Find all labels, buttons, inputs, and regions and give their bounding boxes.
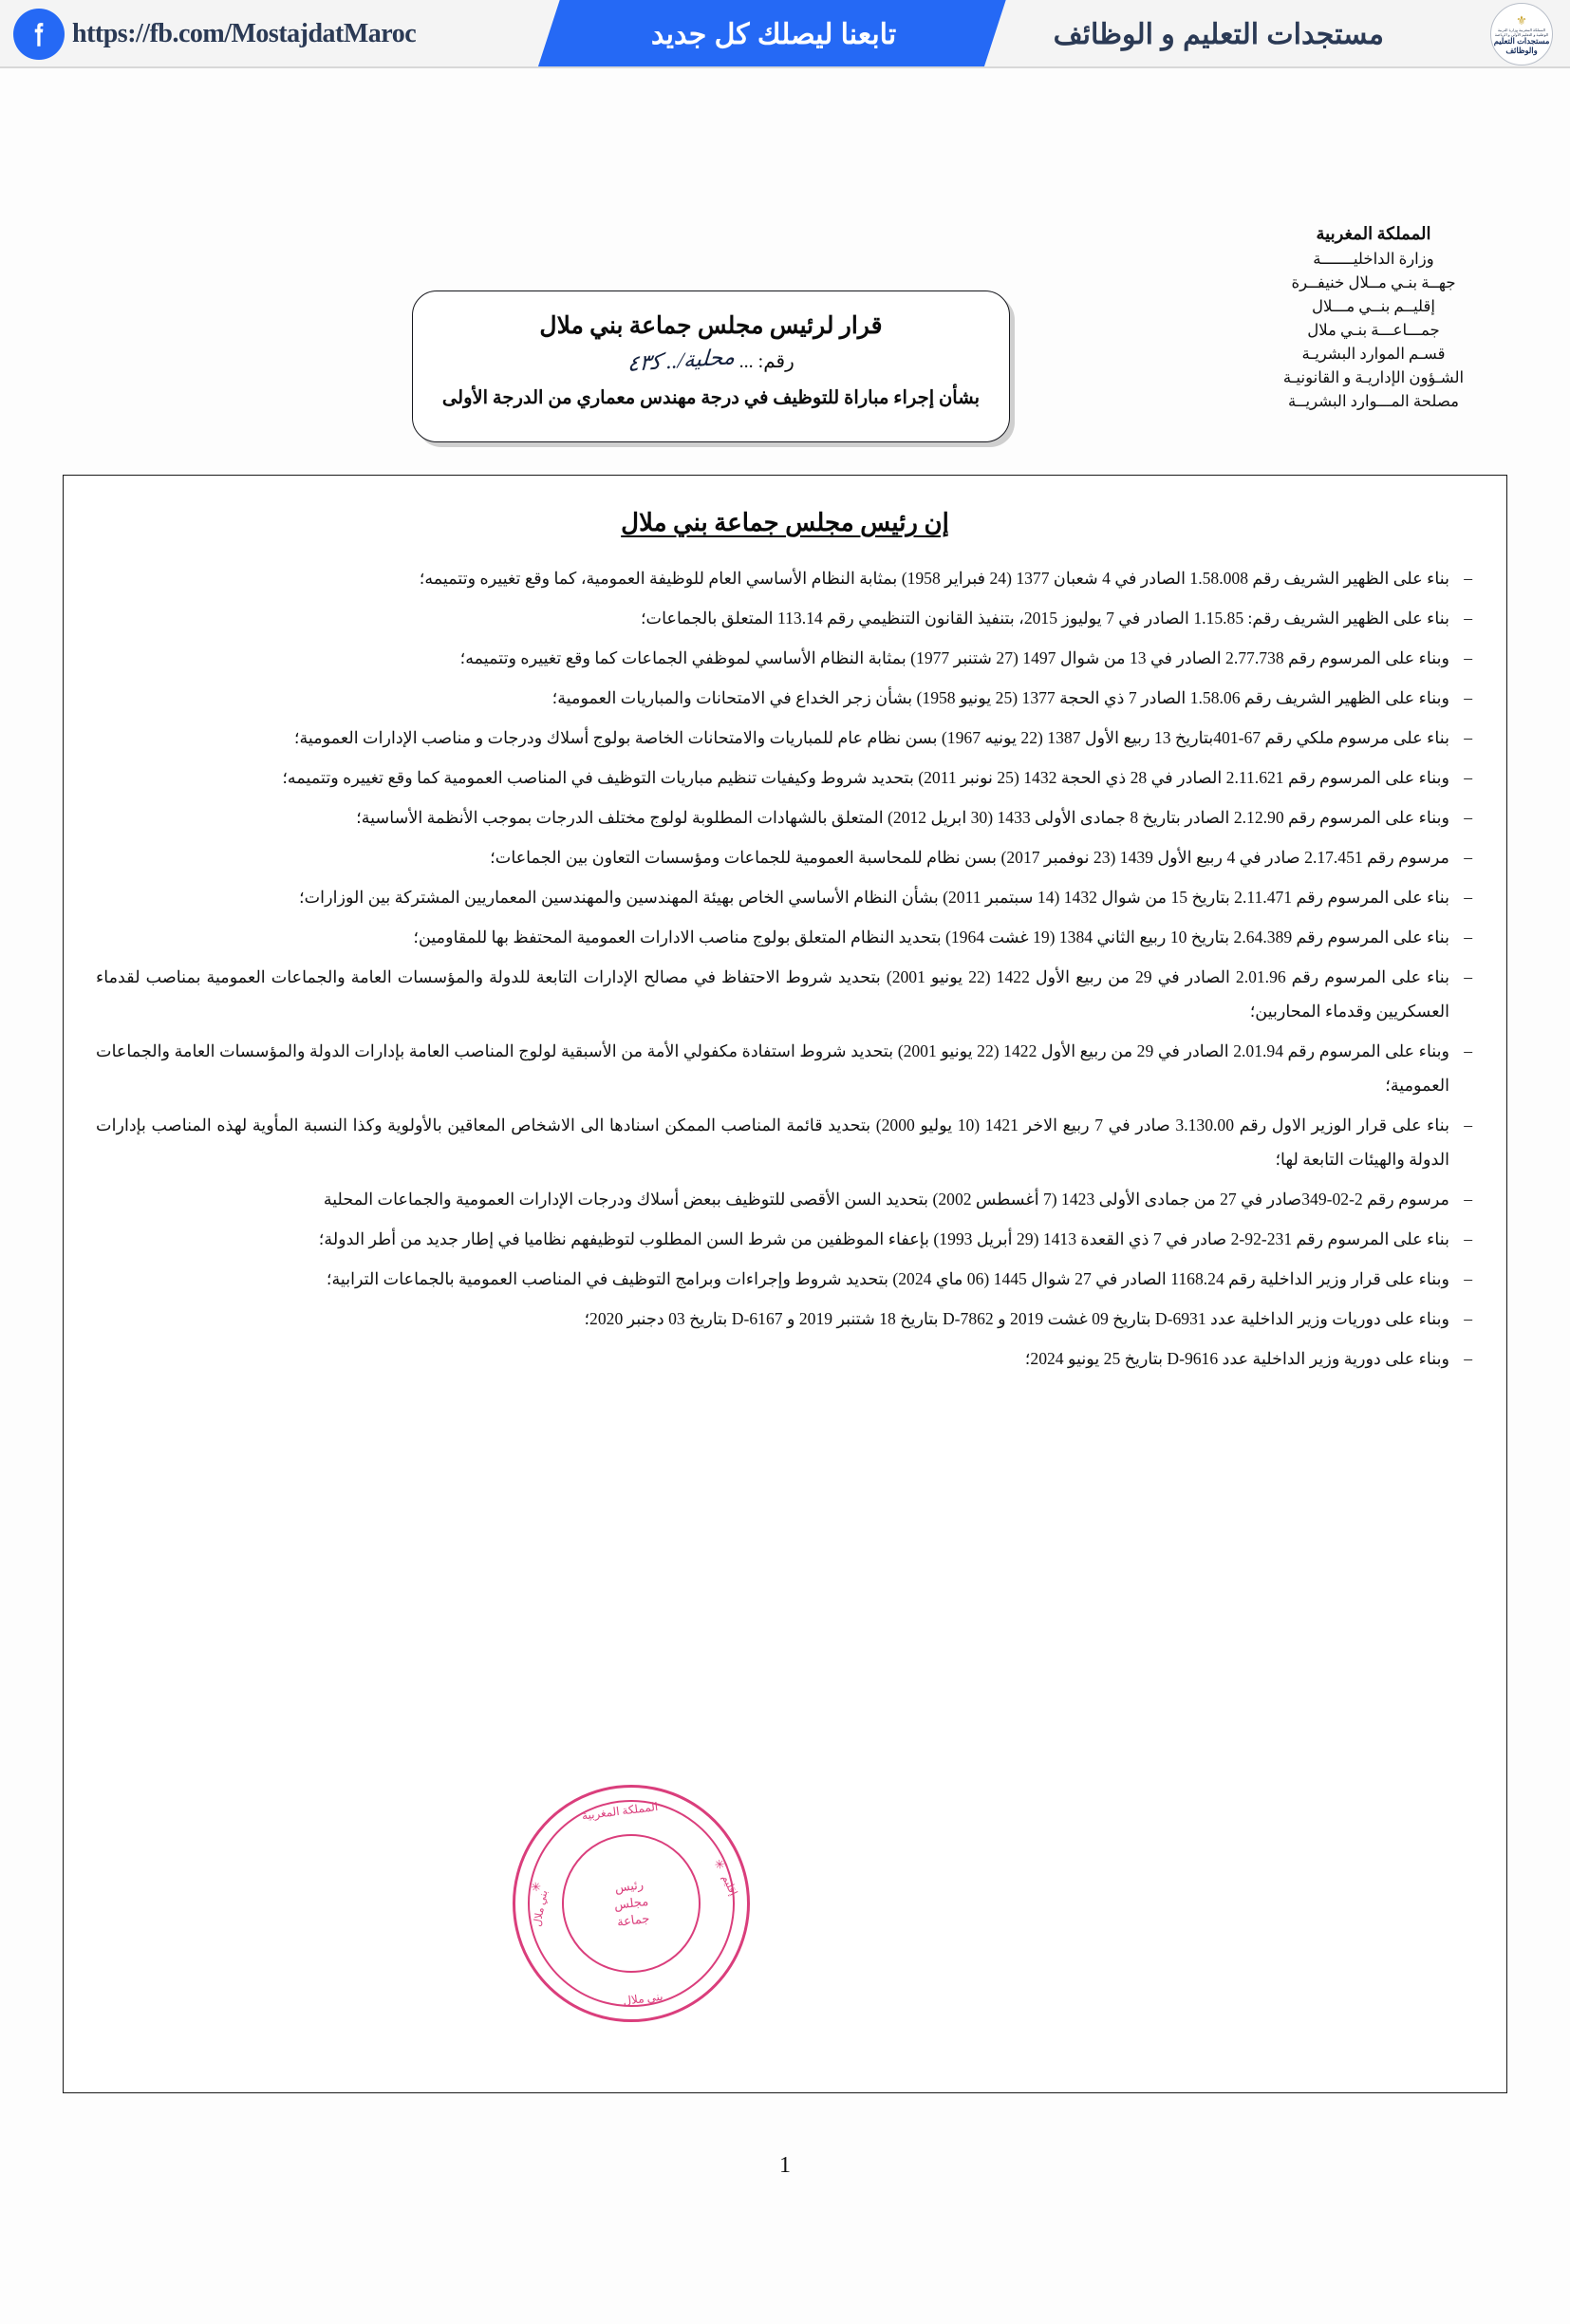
clause-item: – وبناء على قرار وزير الداخلية رقم 1168.24 الصادر في 27 شوال 1445 (06 ماي 2024) بتحديد شروط وإجراءات وبرامج التوظيف في المناصب العمومية بالجماعات الترابية؛ [96,1262,1474,1296]
clause-item: – وبناء على المرسوم رقم 2.77.738 الصادر في 13 من شوال 1497 (27 شتنبر 1977) بمثابة النظام الأساسي لموظفي الجماعات كما وقع تغييره وتتميمه؛ [96,641,1474,675]
letterhead-line-5: قسـم الموارد البشريـة [1301,345,1446,363]
clause-item: – مرسوم رقم 2.17.451 صادر في 4 ربيع الأول 1439 (23 نوفمبر 2017) بسن نظام للمحاسبة العمومية للجماعات ومؤسسات التعاون بين الجماعات؛ [96,840,1474,874]
decision-subject: بشأن إجراء مباراة للتوظيف في درجة مهندس معماري من الدرجة الأولى [441,388,981,408]
letterhead-line-4: جمـــاعـــة بنـي ملال [1307,321,1440,339]
stamp-center-line2: مجلس [613,1893,649,1913]
crest-icon: ⚜ [1516,12,1527,28]
stamp-center-line3: جماعة [616,1910,651,1929]
clause-item: – بناء على مرسوم ملكي رقم 67-401بتاريخ 13 ربيع الأول 1387 (22 يونيه 1967) بسن نظام عام للمباريات والامتحانات الخاصة بولوج أسلاك ودرجات و مناصب الإدارات العمومية؛ [96,721,1474,755]
letterhead-line-3: إقليــم بنــي مـــلال [1312,297,1435,315]
banner-follow-text: تابعنا ليصلك كل جديد [650,18,897,50]
decision-title: قرار لرئيس مجلس جماعة بني ملال [539,313,883,339]
clause-item: – وبناء على المرسوم رقم 2.11.621 الصادر في 28 ذي الحجة 1432 (25 نونبر 2011) بتحديد شروط وكيفيات تنظيم مباريات التوظيف في المناصب العمومية كما وقع تغييره وتتميمه؛ [96,760,1474,795]
banner-brand-text: مستجدات التعليم و الوظائف [1053,18,1384,50]
clause-item: – وبناء على المرسوم رقم 2.01.94 الصادر في 29 من ربيع الأول 1422 (22 يونيو 2001) بتحديد شروط استفادة مكفولي الأمة من الأسبقية لولوج المناصب العامة بإدارات الدولة والمؤسسات العامة والجماعات العمومية؛ [96,1034,1474,1102]
letterhead-line-7: مصلحة المـــوارد البشريــة [1288,392,1459,410]
decision-number-handwritten: ﻣﺤﻠﻴﺔ/.. ﻛ٤٣ [626,344,737,377]
letterhead-line-2: جهــة بنـي مــلال خنيفــرة [1291,273,1456,291]
clause-item: – وبناء على دوريات وزير الداخلية عدد D-6931 بتاريخ 09 غشت 2019 و D-7862 بتاريخ 18 شتنبر 2019 و D-6167 بتاريخ 03 دجنبر 2020؛ [96,1302,1474,1336]
letterhead-line-1: وزارة الداخليـــــــة [1313,250,1434,268]
brand-logo [1490,3,1553,66]
letterhead-line-6: الشـؤون الإداريـة و القانونيـة [1282,368,1465,386]
stamp-top-text: المملكة المغربية [581,1799,659,1823]
clause-item: – بناء على المرسوم رقم 231-92-2 صادر في 7 ذي القعدة 1413 (29 أبريل 1993) بإعفاء الموظفين من شرط السن المطلوب لتوظيفهم نظاميا في إطار جديد من أطر الدولة؛ [96,1222,1474,1256]
clause-item: – وبناء على دورية وزير الداخلية عدد D-9616 بتاريخ 25 يونيو 2024؛ [96,1341,1474,1376]
stamp-star-icon: ✳ [530,1879,542,1895]
clause-item: – بناء على المرسوم رقم 2.64.389 بتاريخ 10 ربيع الثاني 1384 (19 غشت 1964) بتحديد النظام المتعلق بولوج مناصب الادارات العمومية المحتفظ بها للمقاومين؛ [96,920,1474,954]
decision-title-box [412,290,1010,442]
logo-title-line2: والوظائف [1505,46,1538,56]
letterhead [1217,220,1530,413]
letterhead-line-0: المملكة المغربية [1316,224,1431,243]
decision-body-frame [63,475,1507,2093]
clause-item: – بناء على المرسوم رقم 2.11.471 بتاريخ 15 من شوال 1432 (14 سبتمبر 2011) بشأن النظام الأساسي الخاص بهيئة المهندسين والمهندسين المعماريين المشتركة بين الوزارات؛ [96,880,1474,914]
stamp-bottom-text: بني ملال [622,1989,664,2008]
clause-item: – وبناء على المرسوم رقم 2.12.90 الصادر بتاريخ 8 جمادى الأولى 1433 (30 ابريل 2012) المتعلق بالشهادات المطلوبة لولوج مختلف الدرجات بموجب الأنظمة الأساسية؛ [96,800,1474,834]
clause-item: – مرسوم رقم 2-02-349صادر في 27 من جمادى الأولى 1423 (7 أغسطس 2002) بتحديد السن الأقصى للتوظيف ببعض أسلاك ودرجات الإدارات العمومية والجماعات المحلية [96,1182,1474,1216]
clause-item: – بناء على قرار الوزير الاول رقم 3.130.00 صادر في 7 ربيع الاخر 1421 (10 يوليو 2000) بتحديد قائمة المناصب الممكن اسنادها الى الاشخاص المعاقين بالأولوية وكذا النسبة المأوية لهذه المناصب بإدارات الدولة والهيئات التابعة لها؛ [96,1108,1474,1176]
stamp-right-text: إقليم [720,1873,739,1898]
page-title: إن رئيس مجلس جماعة بني ملال [621,509,949,536]
stamp-star-icon: ✳ [713,1856,726,1872]
clause-item: – بناء على المرسوم رقم 2.01.96 الصادر في 29 من ربيع الأول 1422 (22 يونيو 2001) بتحديد شروط الاحتفاظ في مصالح الإدارات التابعة للدولة والمؤسسات العامة والجماعات العمومية بمناصب لقدماء العسكريين وقدماء المحاربين؛ [96,960,1474,1028]
stamp-center-line1: رئيس [613,1877,645,1895]
logo-subtitle: المملكة المغربية وزارة التربية الوطنية و التعليم الأولي و الرياضة [1494,27,1549,38]
logo-title-line1: مستجدات التعليم [1493,36,1550,47]
clause-item: – بناء على الظهير الشريف رقم: 1.15.85 الصادر في 7 يوليوز 2015، بتنفيذ القانون التنظيمي رقم 113.14 المتعلق بالجماعات؛ [96,601,1474,635]
clause-item: – وبناء على الظهير الشريف رقم 1.58.06 الصادر 7 ذي الحجة 1377 (25 يونيو 1958) بشأن زجر الخداع في الامتحانات والمباريات العمومية؛ [96,681,1474,715]
clause-item: – بناء على الظهير الشريف رقم 1.58.008 الصادر في 4 شعبان 1377 (24 فبراير 1958) بمثابة النظام الأساسي العام للوظيفة العمومية، كما وقع تغييره وتتميمه؛ [96,561,1474,595]
facebook-icon[interactable] [13,9,65,60]
decision-number-row [438,345,984,378]
page-number: 1 [779,2153,791,2178]
facebook-url-text[interactable]: https://fb.com/MostajdatMaroc [72,19,417,48]
promo-banner [0,0,1570,68]
decision-number-label: رقم: ... [738,351,794,372]
stamp-left-text: بني ملال [532,1889,551,1928]
